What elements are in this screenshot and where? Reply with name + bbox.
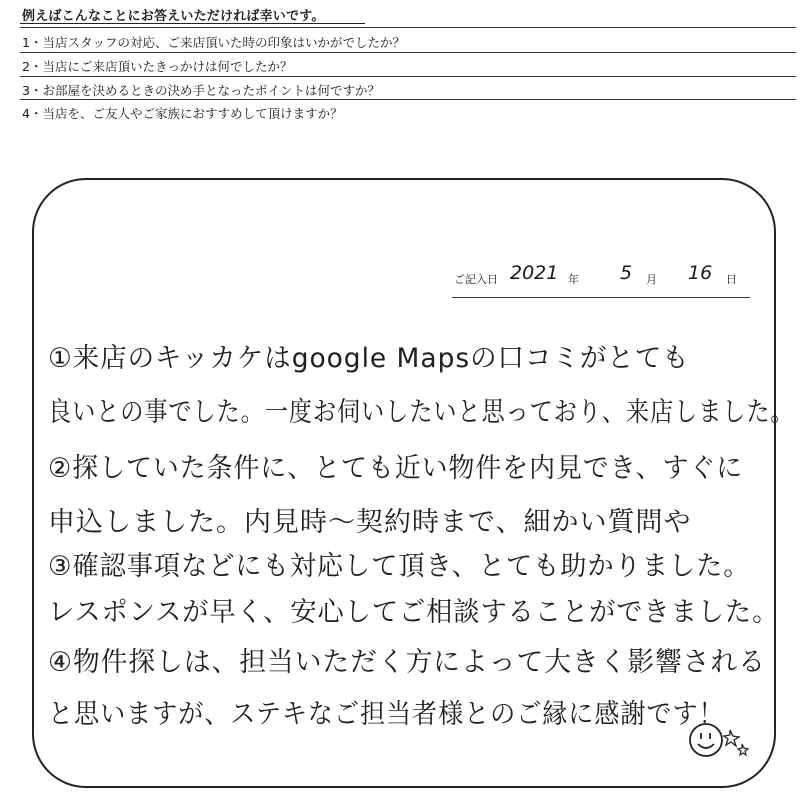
- divider: [20, 99, 796, 100]
- date-month: 5: [620, 262, 633, 284]
- divider: [20, 52, 796, 53]
- comment-line-6: レスポンスが早く、安心してご相談することができました。: [48, 597, 780, 628]
- comment-line-4: 申込しました。内見時〜契約時まで、細かい質問や: [48, 507, 692, 538]
- comment-line-2: 良いとの事でした。一度お伺いしたいと思っており、来店しました。: [48, 397, 795, 428]
- smiley-face-icon: [686, 718, 756, 766]
- date-day: 16: [688, 262, 713, 284]
- date-day-unit: 日: [726, 273, 737, 286]
- divider: [20, 76, 796, 77]
- comment-line-1: ①来店のキッカケはgoogle Mapsの口コミがとても: [48, 343, 690, 374]
- instructions-title: 例えばこんなことにお答えいただければ幸いです。: [22, 9, 325, 24]
- instructions-header: [0, 0, 812, 121]
- comment-line-7: ④物件探しは、担当いただく方によって大きく影響される: [48, 647, 766, 678]
- date-year-unit: 年: [568, 273, 579, 286]
- date-month-unit: 月: [646, 273, 657, 286]
- date-year: 2021: [510, 262, 559, 284]
- date-underline: [452, 297, 750, 298]
- question-4: 4・当店を、ご友人やご家族におすすめして頂けますか？: [22, 106, 343, 121]
- comment-line-5: ③確認事項などにも対応して頂き、とても助かりました。: [48, 551, 751, 582]
- question-1: 1・当店スタッフの対応、ご来店頂いた時の印象はいかがでしたか？: [22, 35, 405, 50]
- date-label: ご記入日: [454, 273, 498, 286]
- title-underline: [20, 23, 365, 24]
- question-3: 3・お部屋を決めるときの決め手となったポイントは何ですか？: [22, 83, 380, 98]
- divider: [20, 27, 796, 28]
- comment-line-3: ②探していた条件に、とても近い物件を内見でき、すぐに: [48, 453, 744, 484]
- question-2: 2・当店にご来店頂いたきっかけは何でしたか？: [22, 59, 293, 74]
- comment-line-8: と思いますが、ステキなご担当者様とのご縁に感謝です！: [48, 699, 725, 730]
